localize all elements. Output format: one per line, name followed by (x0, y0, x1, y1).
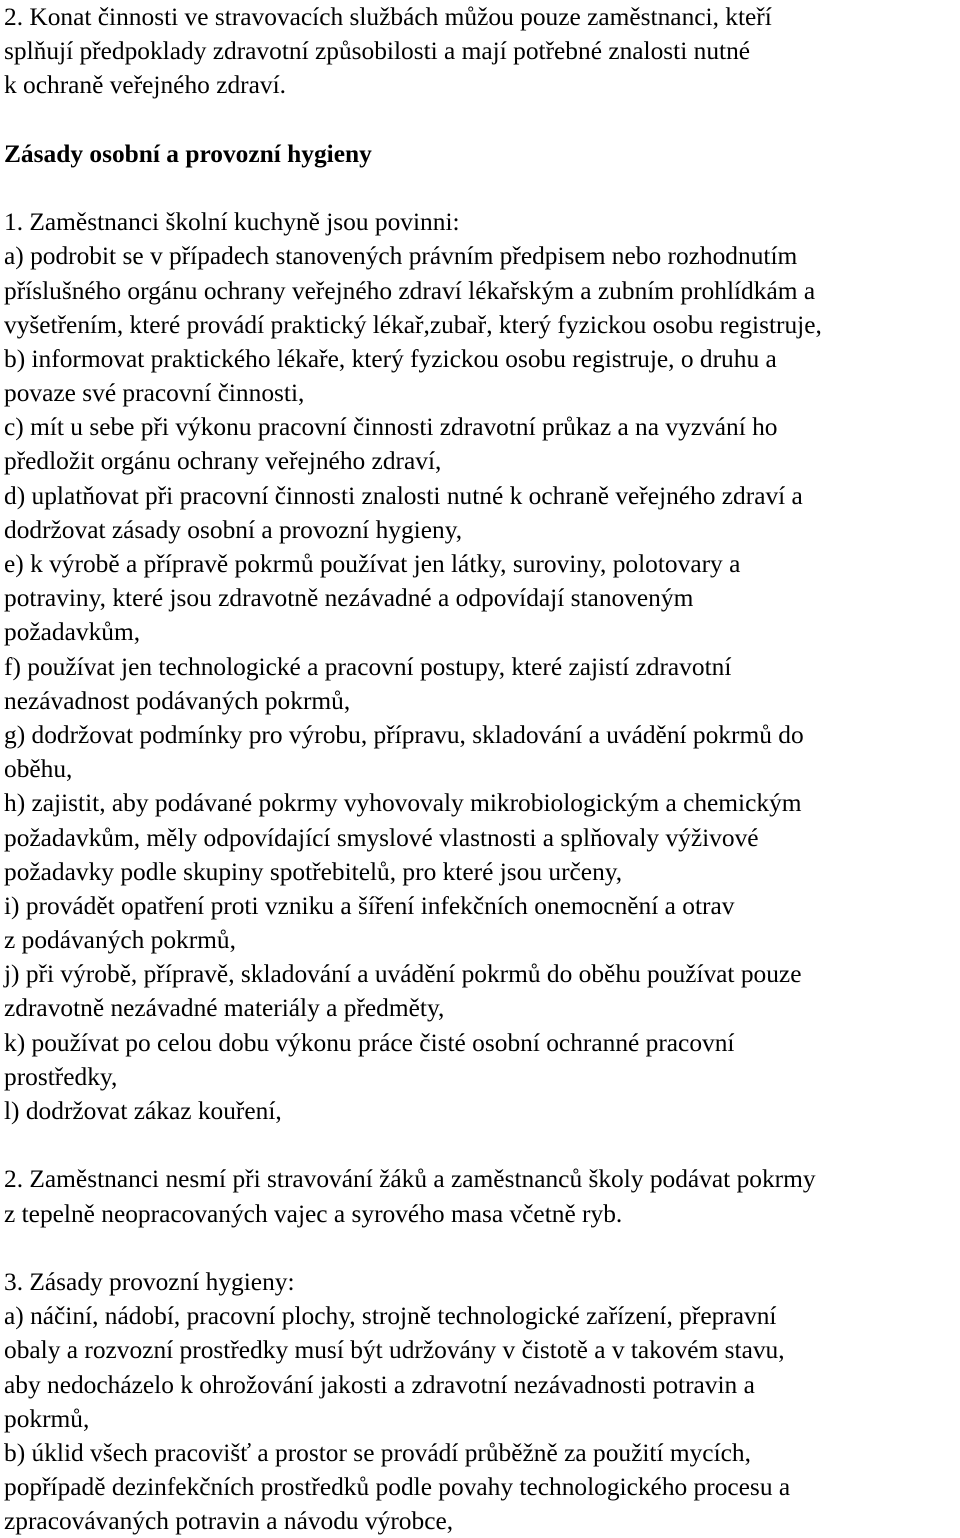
text-line: z podávaných pokrmů, (4, 926, 236, 955)
text-line: vyšetřením, které provádí praktický lékař,zubař, který fyzickou osobu registruje, (4, 310, 822, 339)
text-line: e) k výrobě a přípravě pokrmů používat jen látky, suroviny, polotovary a (4, 550, 741, 578)
text-line: aby nedocházelo k ohrožování jakosti a zdravotní nezávadnosti potravin a (4, 1370, 755, 1399)
text-line: d) uplatňovat při pracovní činnosti znalosti nutné k ochraně veřejného zdraví a (4, 481, 803, 510)
text-line: a) náčiní, nádobí, pracovní plochy, strojně technologické zařízení, přepravní (4, 1302, 777, 1331)
intro-paragraph (4, 0, 956, 103)
text-line: g) dodržovat podmínky pro výrobu, přípravu, skladování a uvádění pokrmů do (4, 720, 804, 749)
text-line: c) mít u sebe při výkonu pracovní činnosti zdravotní průkaz a na vyzvání ho (4, 413, 778, 442)
text-line: 2. Zaměstnanci nesmí při stravování žáků a zaměstnanců školy podávat pokrmy (4, 1165, 816, 1194)
text-line: b) úklid všech pracovišť a prostor se provádí průběžně za použití mycích, (4, 1438, 751, 1467)
text-line: popřípadě dezinfekčních prostředků podle povahy technologického procesu a (4, 1473, 791, 1502)
text-line: a) podrobit se v případech stanovených právním předpisem nebo rozhodnutím (4, 242, 798, 271)
point-1-paragraph (4, 205, 956, 1128)
text-line: zpracovávaných potravin a návodu výrobce, (4, 1507, 454, 1536)
point-2-paragraph (4, 1162, 956, 1230)
text-line: nezávadnost podávaných pokrmů, (4, 686, 351, 715)
text-line: povaze své pracovní činnosti, (4, 379, 305, 408)
text-line: příslušného orgánu ochrany veřejného zdraví lékařským a zubním prohlídkám a (4, 276, 816, 305)
text-line: 3. Zásady provozní hygieny: (4, 1267, 295, 1296)
text-line: f) používat jen technologické a pracovní postupy, které zajistí zdravotní (4, 652, 732, 681)
text-line: h) zajistit, aby podávané pokrmy vyhovovaly mikrobiologickým a chemickým (4, 789, 802, 818)
spacer (4, 1128, 956, 1162)
spacer (4, 1231, 956, 1265)
text-line: i) provádět opatření proti vzniku a šíření infekčních onemocnění a otrav (4, 891, 735, 920)
text-line: l) dodržovat zákaz kouření, (4, 1097, 282, 1125)
text-line: požadavky podle skupiny spotřebitelů, pro které jsou určeny, (4, 857, 623, 886)
text-line: splňují předpoklady zdravotní způsobilosti a mají potřebné znalosti nutné (4, 37, 751, 66)
text-line: obaly a rozvozní prostředky musí být udržovány v čistotě a v takovém stavu, (4, 1336, 785, 1365)
point-3-paragraph (4, 1265, 956, 1538)
spacer (4, 171, 956, 205)
text-line: požadavkům, měly odpovídající smyslové vlastnosti a splňovaly výživové (4, 823, 759, 852)
document-page (4, 0, 956, 1538)
text-line: požadavkům, (4, 618, 141, 647)
text-line: pokrmů, (4, 1404, 90, 1433)
text-line: prostředky, (4, 1062, 118, 1091)
spacer (4, 103, 956, 137)
text-line: zdravotně nezávadné materiály a předměty, (4, 994, 445, 1023)
text-line: 2. Konat činnosti ve stravovacích službách můžou pouze zaměstnanci, kteří (4, 3, 772, 31)
text-line: k ochraně veřejného zdraví. (4, 71, 286, 100)
text-line: potraviny, které jsou zdravotně nezávadné a odpovídají stanoveným (4, 584, 694, 613)
text-line: b) informovat praktického lékaře, který fyzickou osobu registruje, o druhu a (4, 344, 777, 373)
text-line: z tepelně neopracovaných vajec a syrového masa včetně ryb. (4, 1199, 623, 1228)
text-line: k) používat po celou dobu výkonu práce čisté osobní ochranné pracovní (4, 1028, 735, 1057)
text-line: dodržovat zásady osobní a provozní hygieny, (4, 515, 463, 544)
text-line: oběhu, (4, 755, 73, 784)
text-line: předložit orgánu ochrany veřejného zdraví, (4, 447, 442, 476)
text-line: 1. Zaměstnanci školní kuchyně jsou povinni: (4, 208, 460, 237)
text-line: j) při výrobě, přípravě, skladování a uvádění pokrmů do oběhu používat pouze (4, 960, 802, 989)
section-title: Zásady osobní a provozní hygieny (4, 139, 372, 168)
